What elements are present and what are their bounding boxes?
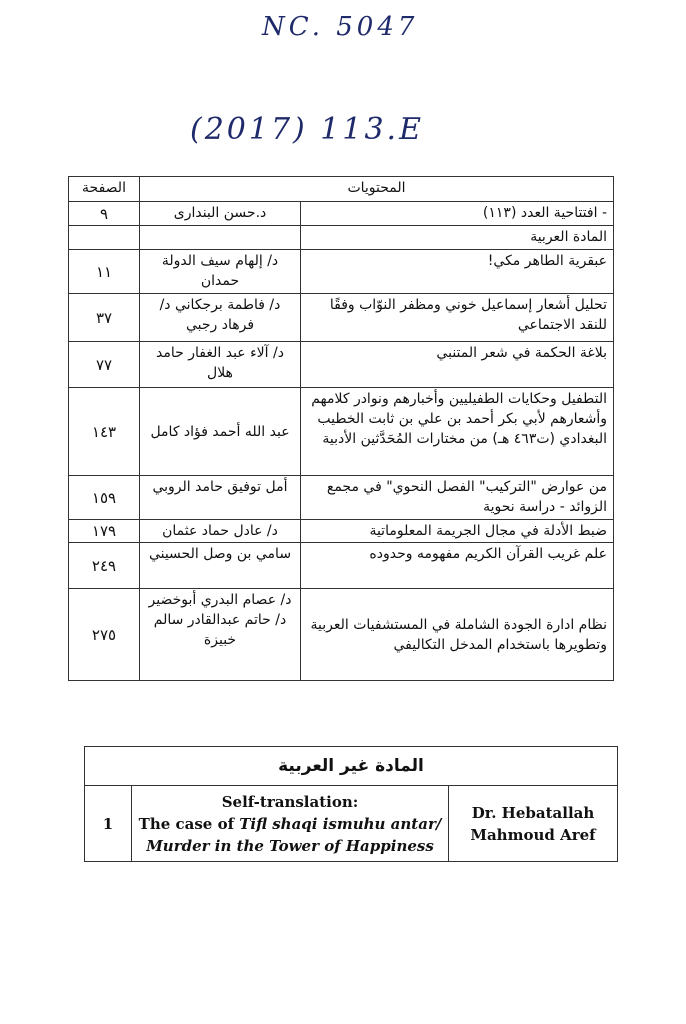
entry-author: د/ فاطمة برجكاني د/ فرهاد رجبي: [140, 294, 301, 342]
table-row: [69, 476, 614, 520]
entry-page: ١٤٣: [69, 388, 140, 476]
entry-author: عبد الله أحمد فؤاد كامل: [140, 388, 301, 476]
entry-author: د/ عادل حماد عثمان: [140, 520, 301, 543]
entry-title: بلاغة الحكمة في شعر المتنبي: [301, 342, 614, 388]
entry-author: Dr. Hebatallah Mahmoud Aref: [449, 786, 618, 862]
entry-title: نظام ادارة الجودة الشاملة في المستشفيات العربية وتطويرها باستخدام المدخل التكاليفي: [301, 589, 614, 681]
entry-page: ١٧٩: [69, 520, 140, 543]
contents-header-row: [69, 177, 614, 202]
title-line-2: [133, 813, 447, 835]
entry-author: أمل توفيق حامد الروبي: [140, 476, 301, 520]
entry-title: التطفيل وحكايات الطفيليين وأخبارهم ونوادر كلامهم وأشعارهم لأبي بكر أحمد بن علي بن ثابت الخطيب البغدادي (ت٤٦٣ هـ) من مختارات المُحَدَّثين الأدبية: [301, 388, 614, 476]
empty-cell: [69, 226, 140, 250]
entry-page: ٢٧٥: [69, 589, 140, 681]
table-row: [69, 543, 614, 589]
title-line-3: Murder in the Tower of Happiness: [146, 836, 434, 855]
handwritten-reference: NC. 5047: [262, 12, 419, 42]
table-row: [69, 342, 614, 388]
entry-title: ضبط الأدلة في مجال الجريمة المعلوماتية: [301, 520, 614, 543]
entry-title: تحليل أشعار إسماعيل خوني ومظفر النوّاب وفقًا للنقد الاجتماعي: [301, 294, 614, 342]
entry-author: د/ عصام البدري أبوخضير د/ حاتم عبدالقادر سالم خبيزة: [140, 589, 301, 681]
table-row: [69, 388, 614, 476]
entry-page: ٩: [69, 202, 140, 226]
entry-page: 1: [85, 786, 132, 862]
section-row: [69, 226, 614, 250]
entry-page: ١٥٩: [69, 476, 140, 520]
contents-heading: المحتويات: [140, 177, 614, 202]
entry-page: ١١: [69, 250, 140, 294]
page-column-heading: الصفحة: [69, 177, 140, 202]
table-row: [69, 589, 614, 681]
non-arabic-heading: المادة غير العربية: [85, 747, 618, 786]
entry-page: ٣٧: [69, 294, 140, 342]
entry-author: سامي بن وصل الحسيني: [140, 543, 301, 589]
non-arabic-header-row: [85, 747, 618, 786]
table-row: [69, 250, 614, 294]
entry-page: ٧٧: [69, 342, 140, 388]
contents-table: [68, 176, 614, 681]
non-arabic-table: [84, 746, 618, 862]
table-row: [69, 202, 614, 226]
empty-cell: [140, 226, 301, 250]
title-prefix: The case of: [138, 814, 240, 833]
title-italic-1: Tifl shaqi ismuhu antar/: [239, 814, 442, 833]
entry-title: عبقرية الطاهر مكي!: [301, 250, 614, 294]
entry-title: [132, 786, 449, 862]
entry-author: د/ آلاء عبد الغفار حامد هلال: [140, 342, 301, 388]
table-row: [69, 520, 614, 543]
entry-title: - افتتاحية العدد (١١٣): [301, 202, 614, 226]
entry-author: د/ إلهام سيف الدولة حمدان: [140, 250, 301, 294]
entry-title: من عوارض "التركيب" الفصل النحوي" في مجمع الزوائد - دراسة نحوية: [301, 476, 614, 520]
entry-title: علم غريب القرآن الكريم مفهومه وحدوده: [301, 543, 614, 589]
table-row: [69, 294, 614, 342]
section-label: المادة العربية: [301, 226, 614, 250]
title-line-1: Self-translation:: [221, 792, 359, 811]
entry-page: ٢٤٩: [69, 543, 140, 589]
table-row: [85, 786, 618, 862]
handwritten-issue-note: (2017) 113.E: [190, 112, 424, 147]
entry-author: د.حسن البندارى: [140, 202, 301, 226]
